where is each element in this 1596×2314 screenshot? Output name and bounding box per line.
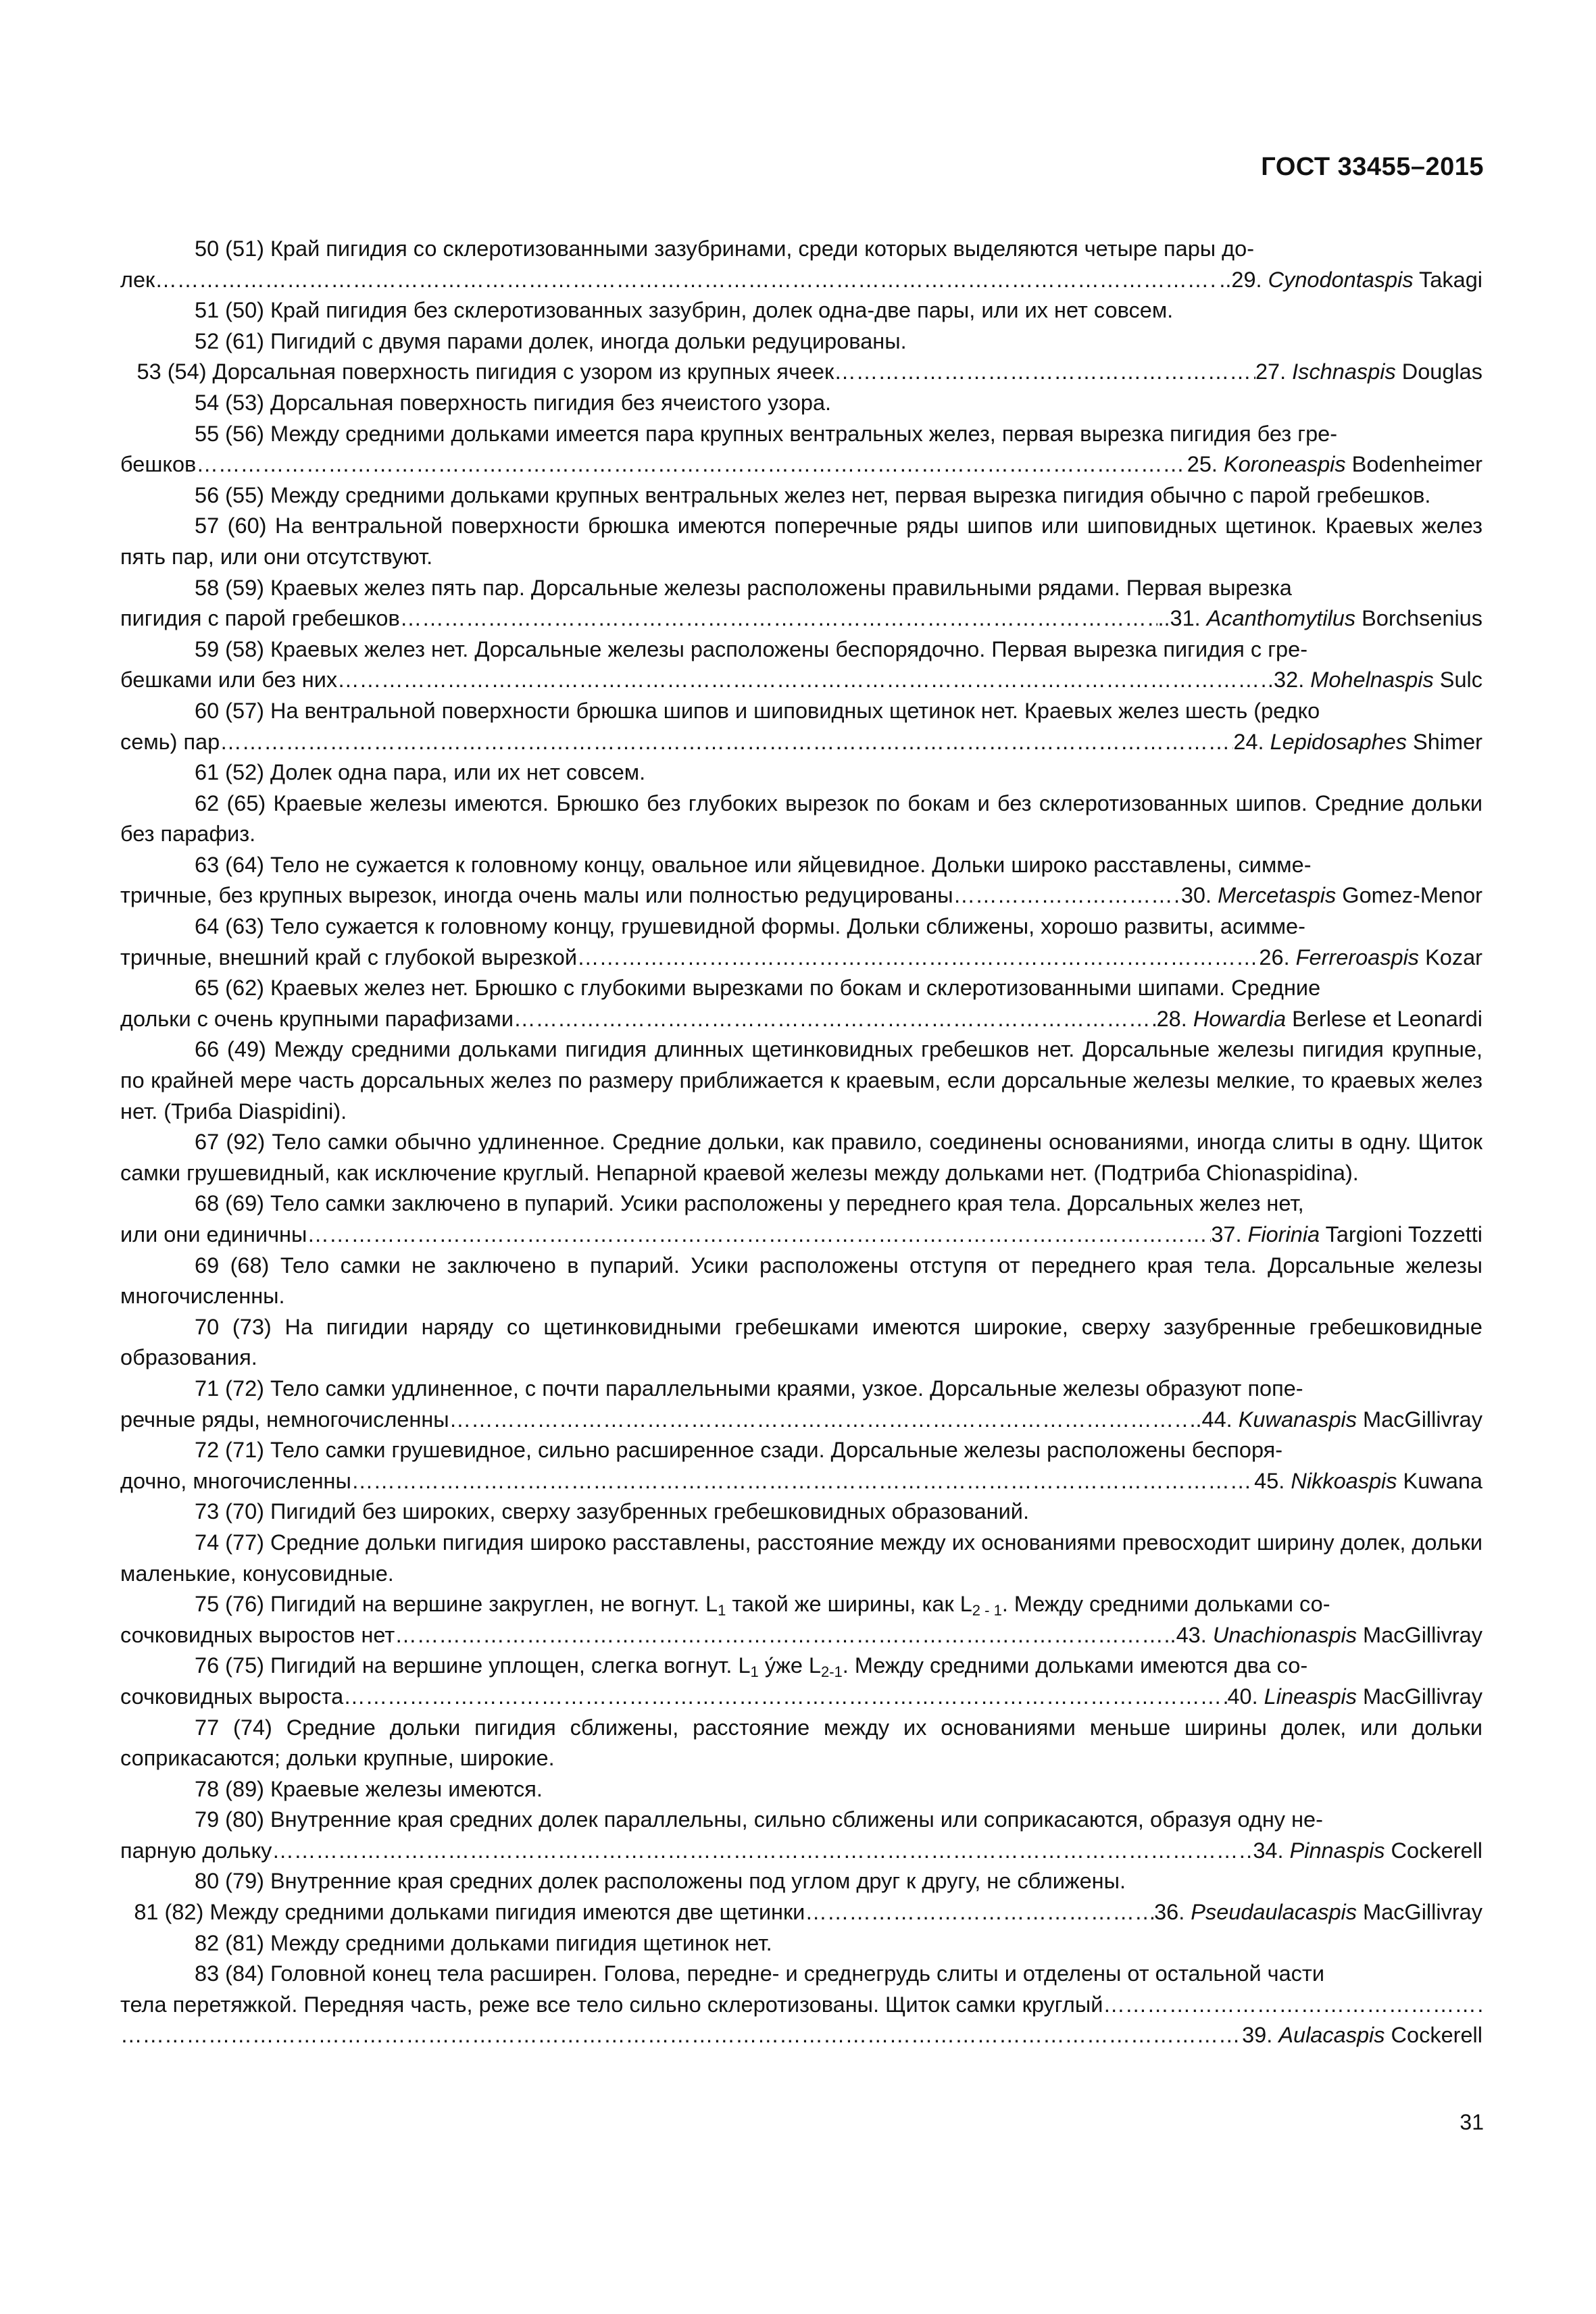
dot-leader	[337, 665, 1274, 696]
key-entry-64: 64 (63) Тело сужается к головному концу, грушевидной формы. Дольки сближены, хорошо развиты, асимме-	[195, 914, 1305, 939]
key-entry-62: 62 (65) Краевые железы имеются. Брюшко без глубоких вырезок по бокам и без склеротизованных шипов. Средние дольки без парафиз.	[120, 790, 1482, 847]
key-entry-68: 68 (69) Тело самки заключено в пупарий. Усики расположены у переднего края тела. Дорсальных желез нет,	[195, 1191, 1304, 1216]
key-entry-64-leader: тричные, внешний край с глубокой вырезкой …………………………………………………………………………………………………………………………………………………………………………………………………………………………………… 26. Ferreroaspis Kozar	[120, 942, 1482, 974]
genus-name: Aulacaspis	[1278, 2023, 1385, 2048]
key-entry-65-leader: дольки с очень крупными парафизами …………………………………………………………………………………………………………………………………………………………………………………………………………………………………… 28. Howardia Berlese et Leonardi	[120, 1004, 1482, 1035]
dot-leader	[395, 1620, 1164, 1651]
key-entry-61: 61 (52) Долек одна пара, или их нет совсем.	[195, 760, 646, 785]
genus-name: Kuwanaspis	[1238, 1407, 1357, 1432]
dot-leader	[834, 357, 1255, 388]
key-entry-59-leader: бешками или без них …………………………………………………………………………………………………………………………………………………………………………………………………………………………………… 32. Mohelnaspis Sulc	[120, 665, 1482, 696]
key-entry-60: 60 (57) На вентральной поверхности брюшка шипов и шиповидных щетинок нет. Краевых желез шесть (редко	[195, 698, 1320, 723]
key-entry-74: 74 (77) Средние дольки пигидия широко расставлены, расстояние между их основаниями превосходит ширину долек, дольки маленькие, конусовидные.	[120, 1530, 1482, 1586]
key-entry-81: 81 (82) Между средними дольками пигидия имеются две щетинки …………………………………………………………………………………………………………………………………………………………………………………………………………………………………… 36. Pseudaulacaspis MacGillivray	[120, 1897, 1482, 1928]
dot-leader	[400, 603, 1158, 634]
genus-name: Mohelnaspis	[1310, 668, 1434, 693]
key-entry-76-leader: сочковидных выроста …………………………………………………………………………………………………………………………………………………………………………………………………………………………………… 40. Lineaspis MacGillivray	[120, 1682, 1482, 1713]
key-entry-55: 55 (56) Между средними дольками имеется пара крупных вентральных желез, первая вырезка пигидия без гре-	[195, 421, 1338, 446]
key-entry-56: 56 (55) Между средними дольками крупных вентральных желез нет, первая вырезка пигидия обычно с парой гребешков.	[195, 482, 1431, 507]
genus-name: Howardia	[1193, 1006, 1287, 1031]
dot-leader	[196, 449, 1187, 480]
dot-leader	[953, 880, 1181, 911]
key-entry-70: 70 (73) На пигидии наряду со щетинковидными гребешками имеются широкие, сверху зазубренные гребешковидные образования.	[120, 1314, 1482, 1370]
genus-name: Ferreroaspis	[1295, 945, 1420, 970]
genus-name: Koroneaspis	[1223, 452, 1346, 477]
key-entry-65: 65 (62) Краевых желез нет. Брюшко с глубокими вырезками по бокам и склеротизованными шипами. Средние	[195, 976, 1321, 1001]
dot-leader	[220, 727, 1233, 758]
key-entry-63-leader: тричные, без крупных вырезок, иногда очень малы или полностью редуцированы …………………………………………………………………………………………………………………………………………………………………………………………………………………………………… 30. Mercetaspis Gomez-Menor	[120, 880, 1482, 911]
key-entry-51: 51 (50) Край пигидия без склеротизованных зазубрин, долек одна-две пары, или их нет совсем.	[195, 298, 1174, 323]
genus-name: Cynodontaspis	[1268, 267, 1414, 292]
key-entry-83: 83 (84) Головной конец тела расширен. Голова, передне- и среднегрудь слиты и отделены от остальной части	[195, 1961, 1324, 1986]
genus-name: Nikkoaspis	[1291, 1468, 1397, 1493]
key-entry-76: 76 (75) Пигидий на вершине уплощен, слегка вогнут. $L_1$ у́же $L_{2-1}$. Между средними дольками имеются два со-	[195, 1653, 1308, 1681]
key-entry-59: 59 (58) Краевых желез нет. Дорсальные железы расположены беспорядочно. Первая вырезка пигидия с гре-	[195, 636, 1308, 661]
key-entry-50-leader: лек …………………………………………………………………………………………………………………………………………………………………………………………………………………………………… ..29. Cynodontaspis Takagi	[120, 265, 1482, 296]
key-entry-71: 71 (72) Тело самки удлиненное, с почти параллельными краями, узкое. Дорсальные железы образуют попе-	[195, 1376, 1303, 1401]
genus-name: Lepidosaphes	[1270, 729, 1407, 754]
dot-leader	[307, 1219, 1211, 1251]
dot-leader	[120, 2020, 1242, 2051]
key-entry-75-leader: сочковидных выростов нет …………………………………………………………………………………………………………………………………………………………………………………………………………………………………… ..43. Unachionaspis MacGillivray	[120, 1620, 1482, 1651]
key-entry-55-leader: бешков …………………………………………………………………………………………………………………………………………………………………………………………………………………………………… 25. Koroneaspis Bodenheimer	[120, 449, 1482, 480]
key-entry-57: 57 (60) На вентральной поверхности брюшка имеются поперечные ряды шипов или шиповидных щетинок. Краевых желез пять пар, или они отсутствуют.	[120, 513, 1482, 569]
genus-name: Fiorinia	[1247, 1222, 1320, 1247]
key-entry-68-leader: или они единичны …………………………………………………………………………………………………………………………………………………………………………………………………………………………………… 37. Fiorinia Targioni Tozzetti	[120, 1219, 1482, 1251]
key-entry-82: 82 (81) Между средними дольками пигидия щетинок нет.	[195, 1930, 772, 1955]
genus-name: Acanthomytilus	[1206, 606, 1356, 631]
key-entry-75: 75 (76) Пигидий на вершине закруглен, не вогнут. $L_1$ такой же ширины, как $L_{2 - 1}$. Между средними дольками со-	[195, 1592, 1330, 1619]
key-entry-71-leader: речные ряды, немногочисленны …………………………………………………………………………………………………………………………………………………………………………………………………………………………………… ..44. Kuwanaspis MacGillivray	[120, 1405, 1482, 1436]
key-entry-60-leader: семь) пар …………………………………………………………………………………………………………………………………………………………………………………………………………………………………… 24. Lepidosaphes Shimer	[120, 727, 1482, 758]
key-entry-77: 77 (74) Средние дольки пигидия сближены, расстояние между их основаниями меньше ширины долек, или дольки соприкасаются; дольки крупные, широкие.	[120, 1715, 1482, 1771]
dot-leader	[343, 1682, 1227, 1713]
key-entry-73: 73 (70) Пигидий без широких, сверху зазубренных гребешковидных образований.	[195, 1499, 1029, 1524]
dot-leader	[514, 1004, 1157, 1035]
document-header: ГОСТ 33455–2015	[1261, 153, 1484, 181]
key-entry-67: 67 (92) Тело самки обычно удлиненное. Средние дольки, как правило, соединены основаниями, иногда слиты в одну. Щиток самки грушевидный, как исключение круглый. Непарной краевой железы между дольками нет. (Подтриба Chionaspidina).	[120, 1130, 1482, 1185]
key-entry-72-leader: дочно, многочисленны …………………………………………………………………………………………………………………………………………………………………………………………………………………………………… 45. Nikkoaspis Kuwana	[120, 1466, 1482, 1497]
key-body	[120, 234, 1482, 2051]
key-entry-79: 79 (80) Внутренние края средних долек параллельны, сильно сближены или соприкасаются, образуя одну не-	[195, 1807, 1323, 1832]
genus-name: Mercetaspis	[1218, 883, 1337, 908]
key-entry-58: 58 (59) Краевых желез пять пар. Дорсальные железы расположены правильными рядами. Первая вырезка	[195, 575, 1292, 600]
dot-leader	[272, 1836, 1253, 1867]
dot-leader	[351, 1466, 1254, 1497]
dot-leader	[1103, 1990, 1482, 2021]
key-entry-69: 69 (68) Тело самки не заключено в пупарий. Усики расположены отступя от переднего края тела. Дорсальные железы многочисленны.	[120, 1253, 1482, 1309]
dot-leader	[577, 942, 1259, 974]
genus-name: Pinnaspis	[1289, 1838, 1385, 1863]
key-entry-52: 52 (61) Пигидий с двумя парами долек, иногда дольки редуцированы.	[195, 328, 907, 353]
key-entry-66: 66 (49) Между средними дольками пигидия длинных щетинковидных гребешков нет. Дорсальные железы пигидия крупные, по крайней мере часть дорсальных желез по размеру приближается к краевым, если дорсальные железы мелкие, то краевых желез нет. (Триба Diaspidini).	[120, 1037, 1482, 1124]
dot-leader	[449, 1405, 1190, 1436]
key-entry-58-leader: пигидия с парой гребешков …………………………………………………………………………………………………………………………………………………………………………………………………………………………………… ..31. Acanthomytilus Borchsenius	[120, 603, 1482, 634]
key-entry-50: 50 (51) Край пигидия со склеротизованными зазубринами, среди которых выделяются четыре пары до-	[195, 236, 1255, 261]
key-entry-63: 63 (64) Тело не сужается к головному концу, овальное или яйцевидное. Дольки широко расставлены, симме-	[195, 852, 1312, 877]
key-entry-54: 54 (53) Дорсальная поверхность пигидия без ячеистого узора.	[195, 390, 832, 415]
key-entry-53: 53 (54) Дорсальная поверхность пигидия с узором из крупных ячеек …………………………………………………………………………………………………………………………………………………………………………………………………………………………………… 27. Ischnaspis Douglas	[120, 357, 1482, 388]
key-entry-72: 72 (71) Тело самки грушевидное, сильно расширенное сзади. Дорсальные железы расположены беспоря-	[195, 1438, 1283, 1463]
key-entry-78: 78 (89) Краевые железы имеются.	[195, 1776, 543, 1801]
key-entry-83-leader: тела перетяжкой. Передняя часть, реже все тело сильно склеротизованы. Щиток самки круглый ……………………………………………………………………………………………………………………………………………………………………………………………………………………………………	[120, 1990, 1482, 2021]
key-entry-79-leader: парную дольку …………………………………………………………………………………………………………………………………………………………………………………………………………………………………… 34. Pinnaspis Cockerell	[120, 1836, 1482, 1867]
key-entry-83-leader-2: …………………………………………………………………………………………………………………………………………………………………………………………………………………………………… 39. Aulacaspis Cockerell	[120, 2020, 1482, 2051]
dot-leader	[805, 1897, 1154, 1928]
key-entry-80: 80 (79) Внутренние края средних долек расположены под углом друг к другу, не сближены.	[195, 1869, 1126, 1894]
page-number: 31	[1460, 2110, 1484, 2134]
genus-name: Ischnaspis	[1292, 359, 1396, 384]
genus-name: Lineaspis	[1264, 1684, 1357, 1709]
genus-name: Unachionaspis	[1212, 1622, 1357, 1647]
dot-leader	[155, 265, 1219, 296]
genus-name: Pseudaulacaspis	[1191, 1900, 1357, 1925]
